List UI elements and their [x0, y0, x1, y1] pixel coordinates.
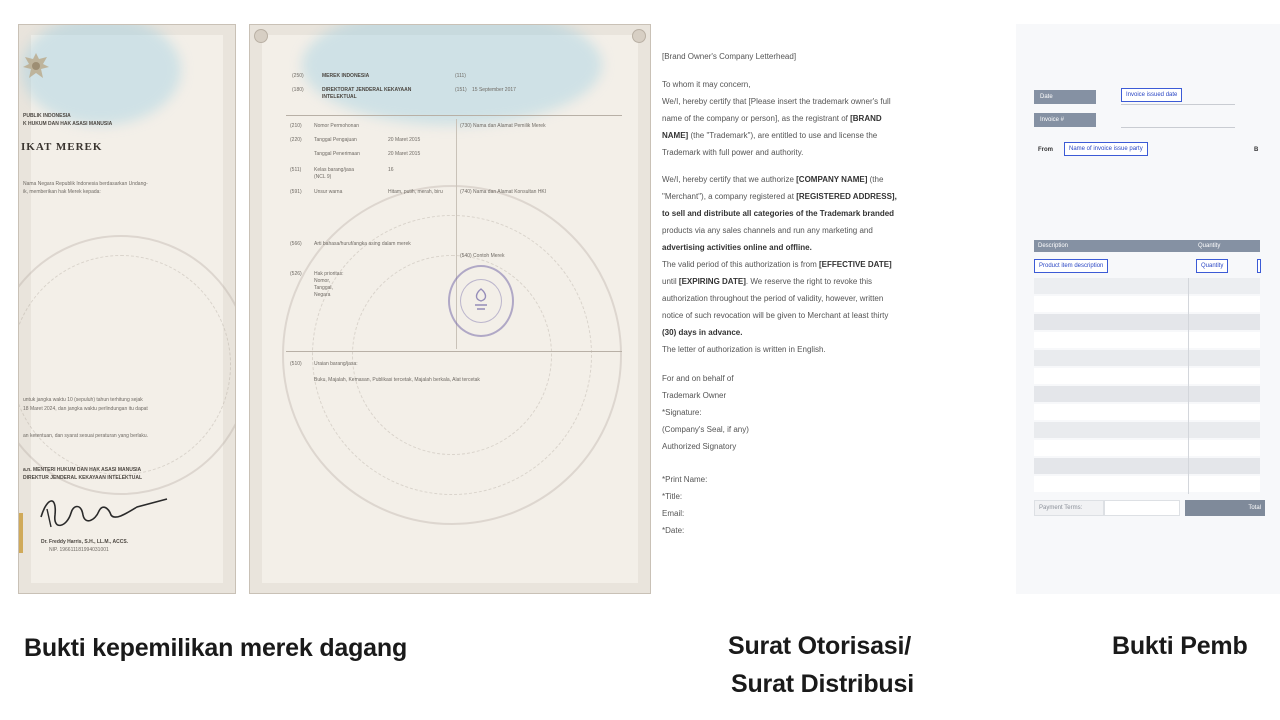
col-description: Description	[1034, 240, 1188, 252]
row-label: Uraian barang/jasa:	[314, 361, 358, 367]
letter-line	[662, 222, 1002, 239]
table-row	[1034, 332, 1260, 348]
divider	[286, 351, 622, 352]
row-code: (591)	[290, 189, 302, 195]
column-divider	[1188, 278, 1189, 494]
row-code: (511)	[290, 167, 302, 173]
paragraph-2	[662, 171, 1002, 358]
emphasis-text: [REGISTERED ADDRESS],	[796, 192, 897, 201]
paragraph-1	[662, 93, 1002, 161]
goods-list: Buku, Majalah, Kemasan, Publikasi tercetak, Majalah berkala, Alat tercetak	[314, 377, 480, 383]
header-label: DIREKTORAT JENDERAL KEKAYAAN INTELEKTUAL	[322, 87, 412, 100]
field-title: *Title:	[662, 492, 683, 501]
row-label: Unsur warna	[314, 189, 343, 195]
row-value: 20 Maret 2015	[388, 151, 421, 157]
letter-line	[662, 256, 1002, 273]
from-label: From	[1038, 147, 1053, 153]
table-row	[1034, 440, 1260, 456]
letter-line	[662, 324, 1002, 341]
certificate-title: IKAT MEREK	[21, 141, 103, 153]
certificate-page-right	[249, 24, 651, 594]
plain-text: notice of such revocation will be given to Merchant at least thirty	[662, 311, 889, 320]
underline	[1121, 104, 1235, 105]
letter-line	[662, 290, 1002, 307]
header-line-2: K HUKUM DAN HAK ASASI MANUSIA	[23, 121, 113, 127]
field-date: *Date:	[662, 526, 685, 535]
row-code: (566)	[290, 241, 302, 247]
letter-line	[662, 93, 1002, 110]
row-label: Arti bahasa/huruf/angka asing dalam merek	[314, 241, 411, 247]
plain-text: The valid period of this authorization is from	[662, 260, 819, 269]
footer-line-3: an ketentuan, dan syarat sesuai peraturan yang berlaku.	[23, 433, 149, 439]
row-label: Nomor Permohonan	[314, 123, 360, 129]
row-label: Hak prioritas: Nomor, Tanggal, Negara	[314, 271, 344, 298]
col-quantity: Quantity	[1188, 240, 1260, 252]
owner-field: (730) Nama dan Alamat Pemilik Merek	[460, 123, 546, 129]
table-row	[1034, 314, 1260, 330]
total-label: Total	[1185, 500, 1265, 516]
closing-line: Authorized Signatory	[662, 442, 737, 451]
plain-text: Trademark with full power and authority.	[662, 148, 804, 157]
header-date: 15 September 2017	[472, 87, 516, 93]
signatory-line-1: a.n. MENTERI HUKUM DAN HAK ASASI MANUSIA	[23, 467, 142, 473]
row-value: 16	[388, 167, 394, 173]
row-value: 20 Maret 2015	[388, 137, 421, 143]
table-row	[1034, 476, 1260, 492]
plain-text: products via any sales channels and run any marketing and	[662, 226, 873, 235]
payment-terms-label: Payment Terms:	[1034, 500, 1104, 516]
header-code: (250)	[292, 73, 304, 79]
plain-text: "Merchant"), a company registered at	[662, 192, 797, 201]
row-value: Hitam, putih, merah, biru	[388, 189, 443, 195]
payment-terms-field[interactable]	[1104, 500, 1180, 516]
letter-line	[662, 205, 1002, 222]
date-field[interactable]: Invoice issued date	[1121, 88, 1182, 102]
plain-text: name of the company or person], as the registrant of	[662, 114, 851, 123]
row-code: (220)	[290, 137, 302, 143]
from-field[interactable]: Name of invoice issue party	[1064, 142, 1148, 156]
letter-line	[662, 307, 1002, 324]
emphasis-text: [BRAND	[850, 114, 882, 123]
row-code: (526)	[290, 271, 302, 277]
letter-line	[662, 273, 1002, 290]
consultant-field: (740) Nama dan Alamat Konsultan HKI	[460, 189, 547, 195]
table-row	[1034, 350, 1260, 366]
authorization-letter	[662, 48, 1002, 578]
row-label: Kelas barang/jasa (NCL 9)	[314, 167, 355, 180]
stamp-emblem-icon	[470, 287, 492, 313]
letterhead: [Brand Owner's Company Letterhead]	[662, 52, 797, 61]
corner-rivet	[632, 29, 646, 43]
table-row	[1034, 386, 1260, 402]
plain-text: We/I, hereby certify that [Please insert the trademark owner's full	[662, 97, 891, 106]
caption-trademark-proof: Bukti kepemilikan merek dagang	[24, 634, 408, 662]
header-code: (180)	[292, 87, 304, 93]
letter-line	[662, 127, 1002, 144]
closing-line: For and on behalf of	[662, 374, 734, 383]
signatory-nip: NIP. 196611181994031001	[49, 547, 109, 553]
salutation: To whom it may concern,	[662, 80, 751, 89]
body-line-1: Nama Negara Republik Indonesia berdasarkan Undang-	[23, 181, 148, 187]
closing-line: (Company's Seal, if any)	[662, 425, 749, 434]
table-row	[1034, 404, 1260, 420]
divider	[286, 115, 622, 116]
letter-line	[662, 171, 1002, 188]
garuda-emblem-icon	[21, 51, 51, 83]
row-code: (510)	[290, 361, 302, 367]
closing-line: *Signature:	[662, 408, 702, 417]
caption-authorization-line-2: Surat Distribusi	[731, 670, 914, 698]
plain-text: We/I, hereby certify that we authorize	[662, 175, 797, 184]
table-row	[1034, 458, 1260, 474]
underline	[1121, 127, 1235, 128]
signatory-line-2: DIREKTUR JENDERAL KEKAYAAN INTELEKTUAL	[23, 475, 142, 481]
bill-to-label: B	[1254, 147, 1259, 153]
corner-rivet	[254, 29, 268, 43]
header-label: MEREK INDONESIA	[322, 73, 370, 79]
letter-line	[662, 341, 1002, 358]
table-row	[1034, 368, 1260, 384]
invoice-number-label: Invoice #	[1034, 113, 1096, 127]
signatory-name: Dr. Freddy Harris, S.H., LL.M., ACCS.	[41, 539, 129, 545]
emphasis-text: [COMPANY NAME]	[796, 175, 868, 184]
closing-line: Trademark Owner	[662, 391, 727, 400]
field-print-name: *Print Name:	[662, 475, 708, 484]
signature-fields	[662, 471, 1002, 539]
caption-payment-proof: Bukti Pemb	[1112, 632, 1248, 660]
date-label: Date	[1034, 90, 1096, 104]
emphasis-text: [EFFECTIVE DATE]	[818, 260, 892, 269]
item-description-field[interactable]: Product item description	[1034, 259, 1108, 273]
emphasis-text: (30) days in advance.	[662, 328, 743, 337]
header-code-2: (111)	[455, 73, 466, 79]
table-row	[1034, 422, 1260, 438]
signature-icon	[37, 487, 177, 537]
row-code: (210)	[290, 123, 302, 129]
plain-text: authorization throughout the period of validity, however, written	[662, 294, 884, 303]
certificate-page-left	[18, 24, 236, 594]
caption-authorization-line-1: Surat Otorisasi/	[728, 632, 911, 660]
emphasis-text: advertising activities online and offline.	[662, 243, 812, 252]
letter-line	[662, 239, 1002, 256]
table-row	[1034, 278, 1260, 294]
plain-text: . We reserve the right to revoke this	[745, 277, 873, 286]
body-line-2: ik, memberikan hak Merek kepada:	[23, 189, 101, 195]
watermark-ring	[18, 255, 231, 475]
row-label: Tanggal Pengajuan	[314, 137, 357, 143]
plain-text: (the "Trademark"), are entitled to use and license the	[688, 131, 878, 140]
letter-line	[662, 144, 1002, 161]
footer-line-2: 18 Maret 2024, dan jangka waktu perlindungan itu dapat	[23, 406, 148, 412]
item-price-field[interactable]	[1257, 259, 1261, 273]
closing-block	[662, 370, 1002, 455]
plain-text: (the	[867, 175, 884, 184]
plain-text: until	[662, 277, 679, 286]
letter-line	[662, 188, 1002, 205]
emphasis-text: [EXPIRING DATE]	[678, 277, 746, 286]
mark-sample-field: (540) Contoh Merek	[460, 253, 505, 259]
footer-line-1: untuk jangka waktu 10 (sepuluh) tahun terhitung sejak	[23, 397, 143, 403]
emphasis-text: NAME]	[662, 131, 689, 140]
table-row	[1034, 296, 1260, 312]
field-email: Email:	[662, 509, 685, 518]
seal-edge	[19, 513, 23, 553]
item-quantity-field[interactable]: Quantity	[1196, 259, 1228, 273]
letter-line	[662, 110, 1002, 127]
row-label: Tanggal Penerimaan	[314, 151, 360, 157]
header-line-1: PUBLIK INDONESIA	[23, 113, 71, 119]
plain-text: The letter of authorization is written in English.	[662, 345, 826, 354]
header-code-2: (151)	[455, 87, 467, 93]
emphasis-text: to sell and distribute all categories of the Trademark branded	[662, 209, 895, 218]
